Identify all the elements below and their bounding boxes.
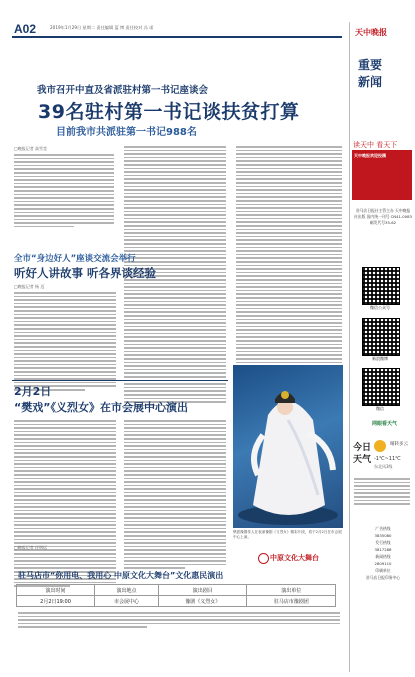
brand-logo: 天中晚报 xyxy=(355,28,387,37)
qr2-label: 新浪微博 xyxy=(372,356,388,361)
schedule-header-program: 演出剧目 xyxy=(159,585,247,596)
weather-value: 晴转多云 xyxy=(390,442,408,447)
lead-headline: 39名驻村第一书记谈扶贫打算 xyxy=(38,101,300,123)
performance-photo xyxy=(233,365,343,528)
schedule-header-venue: 演出地点 xyxy=(95,585,159,596)
third-date: 2月2日 xyxy=(14,385,52,398)
weather-today-label: 今日 xyxy=(353,443,372,453)
schedule-troupe: 驻马店市豫剧团 xyxy=(247,596,336,607)
sidebar-ad-label: 天中晚报欢迎投稿 xyxy=(354,153,386,158)
weather-temp: -1℃~11℃ xyxy=(374,456,401,462)
weather-brand: 网眼看天气 xyxy=(372,421,398,427)
qr3-label: 微信 xyxy=(376,406,384,411)
sidebar-address: 驻马店日报社主管主办 天中晚报社出版 国内统一刊号 CN41-0083 邮发代号35-62 xyxy=(354,208,412,225)
qr1-label: 微信公众号 xyxy=(370,305,390,310)
second-byline: □晚报记者 杨 迈 xyxy=(14,284,45,289)
third-byline: □晚报记者 任明远 xyxy=(14,545,48,550)
sidebar-divider xyxy=(349,22,350,672)
sidebar-contacts xyxy=(354,525,412,581)
schedule-time: 2月2日19:00 xyxy=(17,596,95,607)
third-headline: “樊戏”《义烈女》在市会展中心演出 xyxy=(14,401,188,414)
contact-ad-label: 广告热线 xyxy=(375,526,391,531)
contact-news-label: 新闻热线 xyxy=(375,554,391,559)
sidebar-top-label: 读天中 看天下 xyxy=(353,141,398,149)
schedule-header-row xyxy=(17,585,336,596)
schedule-venue: 市会展中心 xyxy=(95,596,159,607)
third-body-col2 xyxy=(124,420,226,569)
section-rule xyxy=(12,380,228,381)
second-headline: 听好人讲故事 听各界谈经验 xyxy=(14,266,157,280)
opera-performer-figure xyxy=(233,365,343,528)
contact-ad-number: 3835080 xyxy=(374,533,392,538)
contact-news-number: 2809110 xyxy=(374,561,392,566)
lead-kicker: 我市召开中直及省派驻村第一书记座谈会 xyxy=(37,85,209,96)
schedule-header-time: 演出时间 xyxy=(17,585,95,596)
page-number: A02 xyxy=(14,22,37,36)
lead-subhead: 目前我市共派驻第一书记988名 xyxy=(56,127,197,138)
lead-body-col1 xyxy=(14,154,114,227)
qr-code-app[interactable] xyxy=(362,368,400,406)
second-kicker: 全市“身边好人”座谈交流会举行 xyxy=(14,254,136,264)
qr-code-wechat[interactable] xyxy=(362,267,400,305)
contact-print-label: 印刷单位 xyxy=(375,568,391,573)
lead-byline: □晚报记者 高雪莹 xyxy=(14,146,48,151)
weather-wind: 东北风3级 xyxy=(374,464,393,469)
culture-stage-logo: 中原文化大舞台 xyxy=(270,554,319,562)
schedule-program: 豫剧《义烈女》 xyxy=(159,596,247,607)
contact-dist-label: 发行热线 xyxy=(375,540,391,545)
schedule-table xyxy=(16,584,336,607)
second-body-col1 xyxy=(14,292,116,391)
masthead-rule xyxy=(12,36,342,38)
date-line: 2019年1月29日 星期二 责任编辑 蓝 博 责任校对 冯 诺 xyxy=(50,25,154,30)
logo-emblem-icon xyxy=(258,553,269,564)
schedule-title: 驻马店市“你用电、我用心 中原文化大舞台”文化惠民演出 xyxy=(18,571,224,580)
section-title-2: 新闻 xyxy=(358,75,383,89)
contact-dist-number: 3817288 xyxy=(374,547,392,552)
schedule-notes xyxy=(18,612,340,628)
qr-code-weibo[interactable] xyxy=(362,318,400,356)
schedule-header-troupe: 演出单位 xyxy=(247,585,336,596)
photo-caption: 樊派豫剧传人在表演豫剧《义烈女》精彩片段，将于2月2日在市会展中心上演。 xyxy=(233,530,342,539)
contact-print-unit: 驻马店日报印务中心 xyxy=(365,575,401,580)
schedule-row xyxy=(17,596,336,607)
section-title-1: 重要 xyxy=(358,58,383,72)
weather-icon xyxy=(374,440,386,452)
weather-details xyxy=(354,478,410,505)
third-body-col1 xyxy=(14,420,116,587)
weather-tian-label: 天气 xyxy=(353,455,372,465)
